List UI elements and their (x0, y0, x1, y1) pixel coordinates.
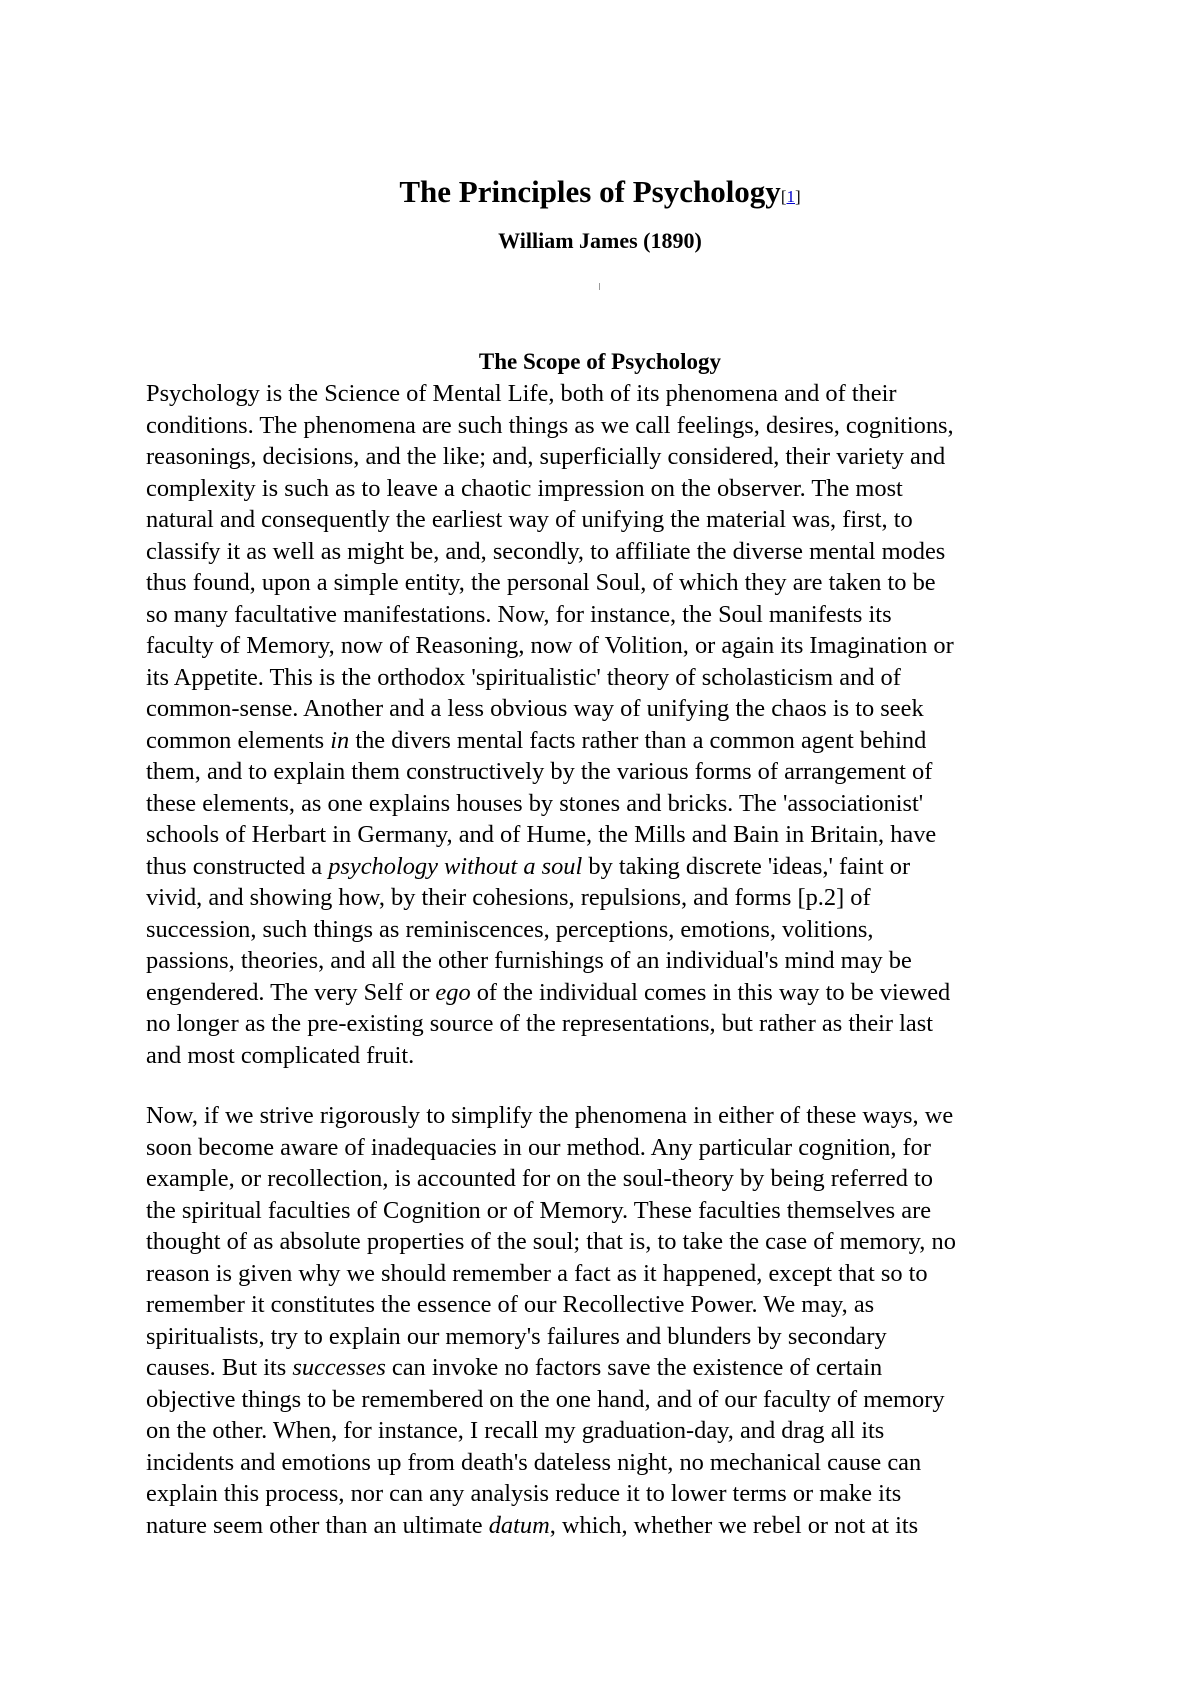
text-line (146, 1008, 1076, 1040)
text-line (146, 662, 1076, 694)
text-run: Psychology is the Science of Mental Life, both of its phenomena and of their (146, 380, 897, 407)
text-line (146, 567, 1076, 599)
text-run: thus constructed a (146, 852, 329, 880)
text-run: the divers mental facts rather than a common agent behind (349, 726, 927, 754)
text-run: and most complicated fruit. (146, 1041, 415, 1069)
text-line (146, 1415, 1076, 1447)
text-run: reasonings, decisions, and the like; and, superficially considered, their variety and (146, 443, 946, 470)
text-line (146, 1447, 1076, 1479)
text-line (146, 1163, 1076, 1195)
text-line (146, 1100, 1076, 1132)
text-line (146, 882, 1076, 914)
text-line (146, 1132, 1076, 1164)
text-run: incidents and emotions up from death's dateless night, no mechanical cause can (146, 1448, 922, 1476)
text-run: no longer as the pre-existing source of the representations, but rather as their last (146, 1010, 934, 1037)
text-run: succession, such things as reminiscences, perceptions, emotions, volitions, (146, 915, 874, 943)
text-line (146, 378, 1076, 410)
footnote-link[interactable]: 1 (786, 187, 795, 206)
document-title (0, 172, 1200, 217)
text-run: schools of Herbart in Germany, and of Hume, the Mills and Bain in Britain, have (146, 821, 937, 848)
text-line (146, 630, 1076, 662)
text-run: these elements, as one explains houses by stones and bricks. The 'associationist' (146, 789, 924, 817)
footnote-open-bracket: [ (780, 187, 787, 206)
text-line (146, 851, 1076, 883)
text-line (146, 693, 1076, 725)
text-run: soon become aware of inadequacies in our method. Any particular cognition, for (146, 1133, 931, 1161)
text-line (146, 977, 1076, 1009)
text-line (146, 1226, 1076, 1258)
text-line (146, 1040, 1076, 1072)
text-run: passions, theories, and all the other furnishings of an individual's mind may be (146, 947, 912, 974)
text-line (146, 1258, 1076, 1290)
text-run: explain this process, nor can any analysis reduce it to lower terms or make its (146, 1480, 902, 1507)
text-run: Now, if we strive rigorously to simplify the phenomena in either of these ways, we (146, 1102, 954, 1129)
text-line (146, 1510, 1076, 1542)
text-run: spiritualists, try to explain our memory's failures and blunders by secondary (146, 1322, 887, 1350)
text-line (146, 1478, 1076, 1510)
title-text: The Principles of Psychology (399, 174, 781, 209)
text-run: common elements (146, 726, 331, 754)
text-line (146, 1195, 1076, 1227)
text-line (146, 945, 1076, 977)
text-line (146, 914, 1076, 946)
text-run: faculty of Memory, now of Reasoning, now of Volition, or again its Imagination or (146, 632, 954, 659)
text-run: example, or recollection, is accounted for on the soul-theory by being referred to (146, 1165, 933, 1192)
text-line (146, 599, 1076, 631)
section-heading: The Scope of Psychology (478, 349, 722, 374)
text-line (146, 410, 1076, 442)
text-line (146, 725, 1076, 757)
text-run: the spiritual faculties of Cognition or of Memory. These faculties themselves are (146, 1196, 932, 1224)
text-line (146, 1352, 1076, 1384)
text-run: can invoke no factors save the existence of certain (385, 1354, 883, 1381)
text-run: them, and to explain them constructively by the various forms of arrangement of (146, 758, 933, 785)
author-line: William James (1890) (498, 228, 702, 253)
text-run: common-sense. Another and a less obvious way of unifying the chaos is to seek (146, 695, 924, 722)
text-run: remember it constitutes the essence of our Recollective Power. We may, as (146, 1291, 875, 1318)
text-run: vivid, and showing how, by their cohesions, repulsions, and forms [p.2] of (146, 884, 871, 911)
text-run: classify it as well as might be, and, secondly, to affiliate the diverse mental modes (146, 537, 946, 565)
italic-text: in (330, 726, 350, 754)
text-line (146, 1384, 1076, 1416)
paragraph-1 (146, 378, 1076, 1071)
separator-mark (599, 283, 600, 290)
text-run: nature seem other than an ultimate (146, 1511, 489, 1539)
text-run: , which, whether we rebel or not at its (549, 1511, 919, 1539)
italic-text: psychology without a soul (328, 852, 583, 880)
text-run: reason is given why we should remember a fact as it happened, except that so to (146, 1259, 928, 1287)
text-line (146, 1321, 1076, 1353)
text-run: so many facultative manifestations. Now, for instance, the Soul manifests its (146, 600, 892, 628)
text-line (146, 536, 1076, 568)
text-run: complexity is such as to leave a chaotic impression on the observer. The most (146, 474, 903, 502)
footnote-close-bracket: ] (794, 187, 801, 206)
text-line (146, 756, 1076, 788)
italic-text: successes (292, 1354, 386, 1381)
text-line (146, 473, 1076, 505)
text-run: causes. But its (146, 1354, 293, 1381)
text-line (146, 788, 1076, 820)
italic-text: ego (435, 978, 471, 1006)
text-run: by taking discrete 'ideas,' faint or (582, 852, 911, 880)
text-run: its Appetite. This is the orthodox 'spiritualistic' theory of scholasticism and of (146, 663, 901, 691)
italic-text: datum (488, 1511, 550, 1539)
text-run: on the other. When, for instance, I recall my graduation-day, and drag all its (146, 1417, 885, 1444)
text-run: conditions. The phenomena are such things as we call feelings, desires, cognitions, (146, 411, 954, 439)
text-line (146, 1289, 1076, 1321)
text-line (146, 441, 1076, 473)
text-line (146, 819, 1076, 851)
text-run: objective things to be remembered on the one hand, and of our faculty of memory (146, 1385, 945, 1413)
text-line (146, 504, 1076, 536)
text-run: thus found, upon a simple entity, the personal Soul, of which they are taken to be (146, 569, 936, 596)
text-run: engendered. The very Self or (146, 978, 436, 1006)
text-run: thought of as absolute properties of the soul; that is, to take the case of memory, no (146, 1228, 956, 1255)
text-run: natural and consequently the earliest way of unifying the material was, first, to (146, 506, 913, 533)
text-run: of the individual comes in this way to be viewed (470, 978, 951, 1006)
paragraph-2 (146, 1100, 1076, 1541)
